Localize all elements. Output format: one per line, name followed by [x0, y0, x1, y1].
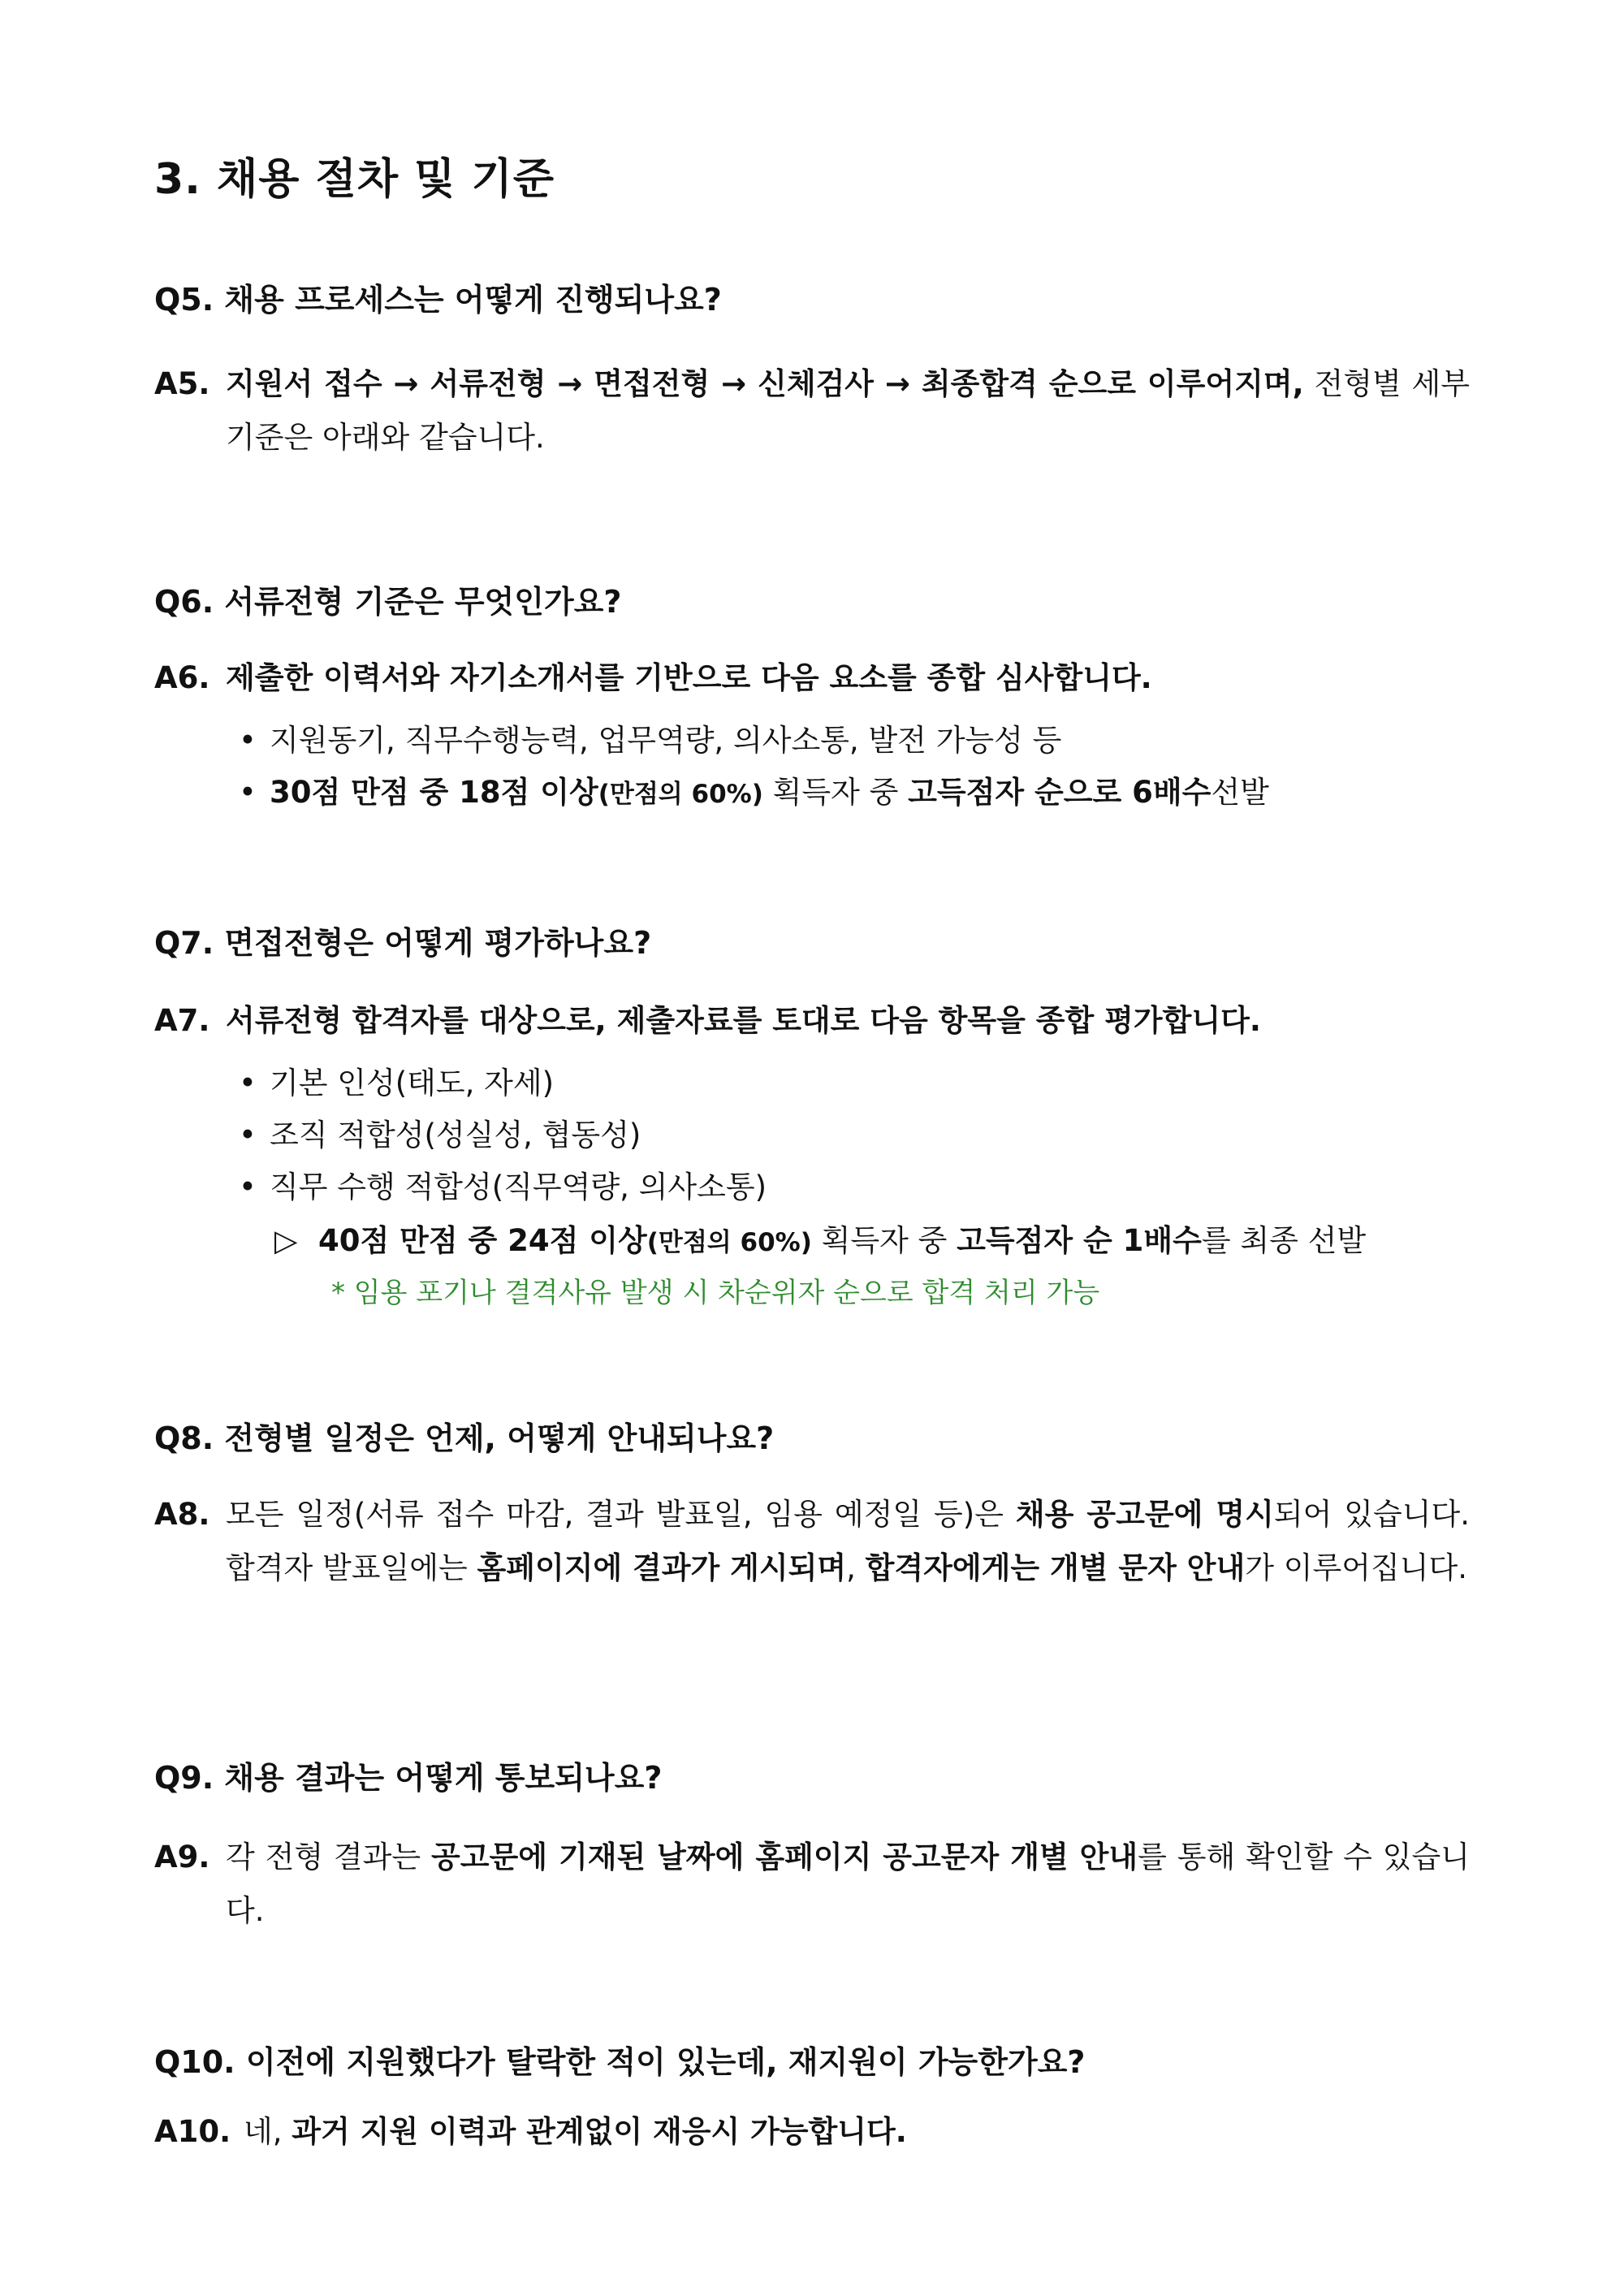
answer-label: A8.	[154, 1497, 210, 1532]
answer-body	[244, 2105, 1470, 2159]
question-text: 전형별 일정은 언제, 어떻게 안내되나요?	[224, 1420, 775, 1456]
answer-body	[226, 994, 1470, 1048]
plain-text: 획득자 중	[762, 775, 909, 810]
question-text: 면접전형은 어떻게 평가하나요?	[224, 925, 652, 961]
answer-label: A7.	[154, 1003, 210, 1038]
answer-bold-text: 지원서 접수 → 서류전형 → 면접전형 → 신체검사 → 최종합격 순으로 이루어지며,	[226, 366, 1304, 401]
plain-text: 획득자 중	[811, 1223, 957, 1258]
question-10	[154, 2037, 1085, 2082]
question-text: 채용 프로세스는 어떻게 진행되나요?	[224, 282, 722, 318]
question-text: 채용 결과는 어떻게 통보되나요?	[224, 1760, 663, 1796]
list-item	[235, 767, 1269, 819]
triangle-marker: ▷	[274, 1223, 298, 1258]
plain-text: 를 최종 선발	[1201, 1223, 1367, 1258]
bold-text: 합격자에게는 개별 문자 안내	[865, 1550, 1246, 1585]
question-label: Q10.	[154, 2044, 235, 2080]
plain-text: ,	[846, 1550, 866, 1585]
bold-text: 30점 만점 중 18점 이상	[270, 775, 598, 810]
question-9	[154, 1753, 662, 1797]
answer-9	[154, 1831, 1470, 1938]
bold-text: 공고문에 기재된 날짜에 홈페이지 공고문자 개별 안내	[431, 1840, 1138, 1874]
answer-label: A6.	[154, 660, 210, 695]
green-note: * 임용 포기나 결격사유 발생 시 차순위자 순으로 합격 처리 가능	[331, 1277, 1100, 1309]
list-item: • 직무 수행 적합성(직무역량, 의사소통)	[235, 1161, 767, 1213]
question-label: Q8.	[154, 1420, 214, 1456]
question-8	[154, 1413, 774, 1458]
bold-text: 채용 공고문에 명시	[1015, 1497, 1274, 1532]
answer-body	[226, 357, 1470, 465]
plain-text: 각 전형 결과는	[226, 1840, 432, 1874]
answer-body	[226, 1488, 1470, 1595]
question-text: 이전에 지원했다가 탈락한 적이 있는데, 재지원이 가능한가요?	[245, 2044, 1086, 2080]
question-6	[154, 577, 621, 621]
plain-text: 네,	[244, 2114, 292, 2149]
answer-bold-text: 제출한 이력서와 자기소개서를 기반으로 다음 요소를 종합 심사합니다.	[226, 660, 1152, 695]
plain-text: 모든 일정(서류 접수 마감, 결과 발표일, 임용 예정일 등)은	[226, 1497, 1016, 1532]
answer-10	[154, 2105, 1470, 2159]
plain-text: 되어 있습니다. 합격자 발표일에는	[226, 1497, 1470, 1585]
answer-6	[154, 651, 1470, 705]
plain-text: 가 이루어집니다.	[1245, 1550, 1467, 1585]
answer-body	[226, 651, 1470, 705]
plain-text: 를 통해 확인할 수 있습니다.	[226, 1840, 1470, 1928]
question-text: 서류전형 기준은 무엇인가요?	[224, 584, 622, 620]
selection-criteria	[274, 1215, 1366, 1269]
bold-text: 홈페이지에 결과가 게시되며	[477, 1550, 847, 1585]
answer-label: A9.	[154, 1840, 210, 1874]
answer-8	[154, 1488, 1470, 1595]
bold-text: 고득점자 순으로 6배수	[908, 775, 1212, 810]
bold-text: 고득점자 순 1배수	[957, 1223, 1202, 1258]
answer-body	[226, 1831, 1470, 1938]
answer-bold-text: 서류전형 합격자를 대상으로, 제출자료를 토대로 다음 항목을 종합 평가합니다.	[226, 1003, 1261, 1038]
bold-text: 40점 만점 중 24점 이상	[318, 1223, 647, 1258]
answer-label: A10.	[154, 2114, 231, 2149]
question-label: Q7.	[154, 925, 214, 961]
answer-text: 전형별 세부 기준은 아래와 같습니다.	[226, 366, 1470, 455]
answer-5	[154, 357, 1470, 465]
list-item: • 기본 인성(태도, 자세)	[235, 1057, 767, 1109]
bold-text: 과거 지원 이력과 관계없이 재응시 가능합니다.	[292, 2114, 907, 2149]
question-7	[154, 918, 651, 962]
section-title: 3. 채용 절차 및 기준	[154, 155, 555, 204]
answer-7	[154, 994, 1470, 1048]
list-item: • 지원동기, 직무수행능력, 업무역량, 의사소통, 발전 가능성 등	[235, 715, 1269, 767]
answer-label: A5.	[154, 366, 210, 401]
answer-6-bullets	[235, 715, 1269, 819]
list-item: • 조직 적합성(성실성, 협동성)	[235, 1109, 767, 1161]
small-bold-text: (만점의 60%)	[646, 1228, 812, 1257]
question-label: Q6.	[154, 584, 214, 620]
question-5	[154, 275, 722, 319]
answer-7-bullets	[235, 1057, 767, 1213]
plain-text: 선발	[1211, 775, 1269, 810]
question-label: Q9.	[154, 1760, 214, 1796]
small-bold-text: (만점의 60%)	[598, 780, 763, 809]
question-label: Q5.	[154, 282, 214, 318]
